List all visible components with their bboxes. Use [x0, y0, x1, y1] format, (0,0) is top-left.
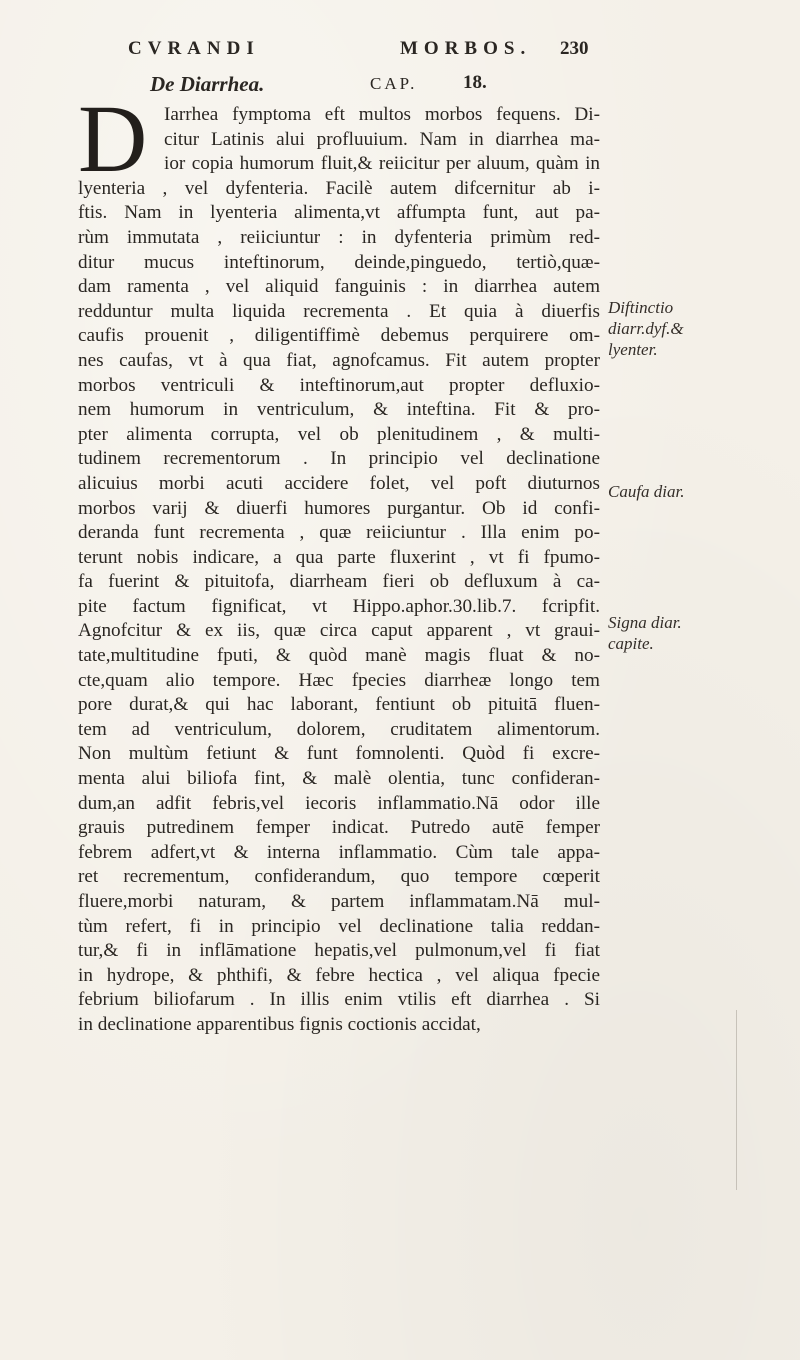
- margin-note-line: Caufa diar.: [608, 482, 685, 501]
- margin-note-line: Diftinctio: [608, 298, 674, 317]
- text-line: morbos varij & diuerfi humores purgantur. Ob id confi-: [78, 497, 600, 519]
- running-head-center: MORBOS.: [400, 38, 532, 59]
- text-line: nes caufas, vt à qua fiat, agnofcamus. Fit autem propter: [78, 349, 600, 371]
- text-line: pite factum fignificat, vt Hippo.aphor.30.lib.7. fcripfit.: [78, 595, 600, 617]
- text-line: pter alimenta corrupta, vel ob plenitudinem , & multi-: [78, 423, 600, 445]
- text-line: tate,multitudine fputi, & quòd manè magis fluat & no-: [78, 645, 600, 667]
- chapter-number: 18.: [463, 72, 487, 93]
- text-line: dam ramenta , vel aliquid fanguinis : in diarrhea autem: [78, 276, 600, 298]
- text-line: febrium biliofarum . In illis enim vtilis eft diarrhea . Si: [78, 989, 600, 1011]
- text-line: pore durat,& qui hac laborant, fentiunt ob pituitā fluen-: [78, 694, 600, 716]
- text-line: febrem adfert,vt & interna inflammatio. Cùm tale appa-: [78, 841, 600, 863]
- text-line: ior copia humorum fluit,& reiicitur per aluum, quàm in: [164, 153, 600, 175]
- text-line: tùm refert, fi in principio vel declinatione talia reddan-: [78, 915, 600, 937]
- text-line: ret recrementum, confiderandum, quo tempore cœperit: [78, 866, 600, 888]
- chapter-label: CAP.: [370, 74, 418, 93]
- chapter-heading: [150, 72, 610, 100]
- text-line: menta alui biliofa fint, & malè olentia, tunc confideran-: [78, 768, 600, 790]
- running-head: [0, 38, 800, 66]
- text-line: terunt nobis indicare, a qua parte fluxerint , vt fi fpumo-: [78, 546, 600, 568]
- text-line: nem humorum in ventriculum, & inteftina. Fit & pro-: [78, 399, 600, 421]
- text-line: ditur mucus inteftinorum, deinde,pinguedo, tertiò,quæ-: [78, 251, 600, 273]
- text-line: Non multùm fetiunt & funt fomnolenti. Quòd fi excre-: [78, 743, 600, 765]
- text-line: lyenteria , vel dyfenteria. Facilè autem difcernitur ab i-: [78, 177, 600, 199]
- text-line: in hydrope, & phthifi, & febre hectica , vel aliqua fpecie: [78, 964, 600, 986]
- text-line: rùm immutata , reiiciuntur : in dyfenteria primùm red-: [78, 226, 600, 248]
- text-line: deranda funt recrementa , quæ reiiciuntur . Illa enim po-: [78, 522, 600, 544]
- running-head-left: CVRANDI: [128, 38, 260, 59]
- text-line: fluere,morbi naturam, & partem inflammatam.Nā mul-: [78, 891, 600, 912]
- text-line: tudinem recrementorum . In principio vel declinatione: [78, 448, 600, 470]
- text-line: grauis putredinem femper indicat. Putredo autē femper: [78, 817, 600, 839]
- text-line: caufis prouenit , diligentiffimè debemus perquirere om-: [78, 325, 600, 347]
- text-line: redduntur multa liquida recrementa . Et quia à diuerfis: [78, 300, 600, 322]
- page-number: 230: [560, 38, 589, 59]
- text-line: Iarrhea fymptoma eft multos morbos fequens. Di-: [164, 104, 600, 125]
- text-line: morbos ventriculi & inteftinorum,aut propter defluxio-: [78, 374, 600, 396]
- text-line: in declinatione apparentibus fignis coctionis accidat,: [78, 1013, 481, 1035]
- margin-note-line: diarr.dyf.&: [608, 319, 684, 338]
- body-text: [78, 103, 600, 1038]
- text-line: cte,quam alio tempore. Hæc fpecies diarrheæ longo tem: [78, 669, 600, 691]
- margin-note-line: lyenter.: [608, 340, 658, 359]
- drop-cap: D: [78, 85, 148, 192]
- margin-note-causa: [608, 481, 685, 502]
- text-line: tem ad ventriculum, dolorem, cruditatem alimentorum.: [78, 718, 600, 740]
- page-blemish: [736, 1010, 737, 1190]
- text-line: fa fuerint & pituitofa, diarrheam fieri ob defluxum à ca-: [78, 571, 600, 593]
- margin-note-line: capite.: [608, 634, 654, 653]
- margin-note-signa: [608, 612, 682, 654]
- text-line: Agnofcitur & ex iis, quæ circa caput apparent , vt graui-: [78, 620, 600, 642]
- margin-note-line: Signa diar.: [608, 613, 682, 632]
- text-line: citur Latinis alui profluuium. Nam in diarrhea ma-: [164, 128, 600, 150]
- text-line: dum,an adfit febris,vel iecoris inflammatio.Nā odor ille: [78, 792, 600, 814]
- margin-note-distinctio: [608, 297, 684, 360]
- text-line: alicuius morbi acuti accidere folet, vel poft diuturnos: [78, 472, 600, 494]
- chapter-title: De Diarrhea.: [150, 72, 265, 96]
- text-line: ftis. Nam in lyenteria alimenta,vt affumpta funt, aut pa-: [78, 202, 600, 224]
- text-line: tur,& fi in inflāmatione hepatis,vel pulmonum,vel fi fiat: [78, 940, 600, 962]
